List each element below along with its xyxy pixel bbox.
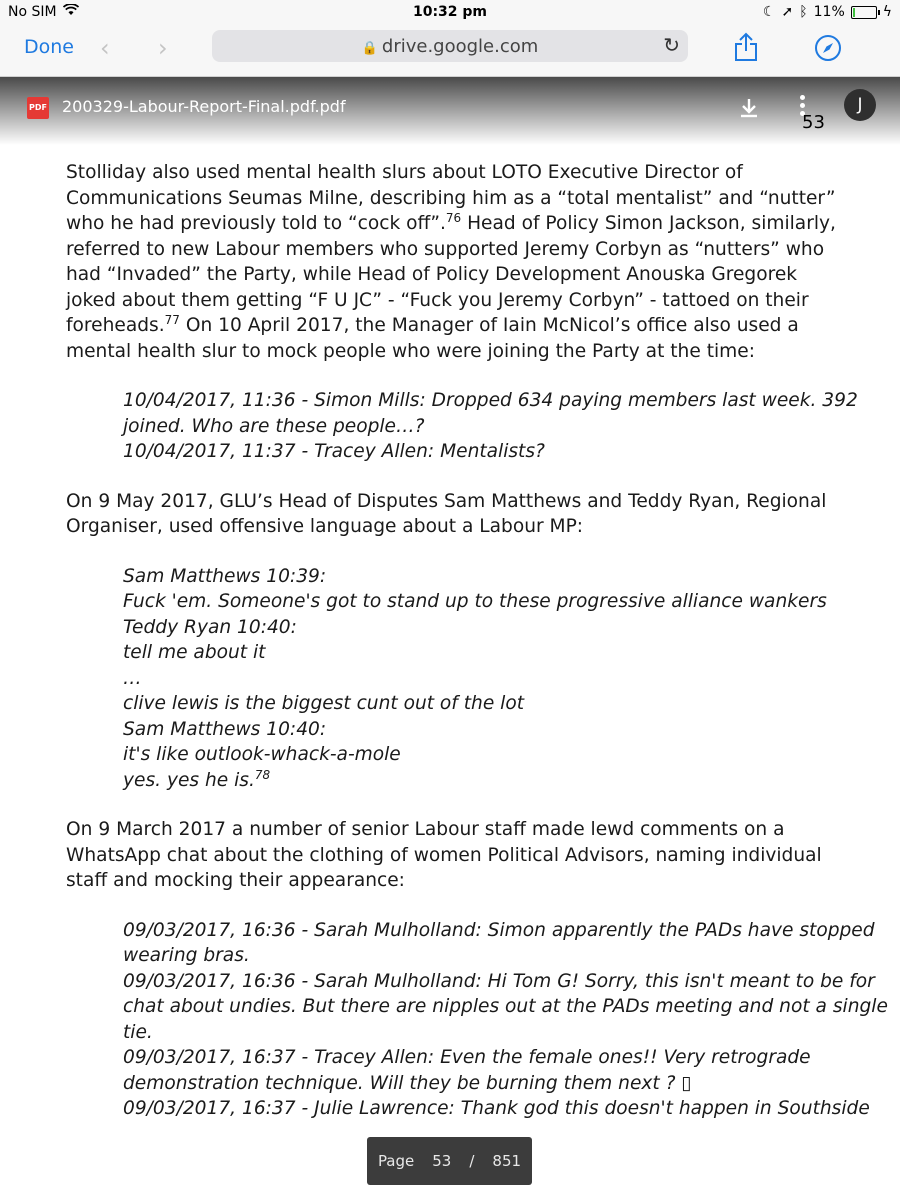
pdf-page-content <box>66 160 888 1146</box>
quote-line: Teddy Ryan 10:40: <box>123 616 297 638</box>
quote-line: joined. Who are these people…? <box>123 415 425 437</box>
quote-line: Sam Matthews 10:39: <box>123 565 327 587</box>
quote-line: wearing bras. <box>123 945 250 966</box>
quote-line: Sam Matthews 10:40: <box>123 718 327 740</box>
total-pages: 851 <box>492 1152 522 1170</box>
file-name: 200329-Labour-Report-Final.pdf.pdf <box>62 97 346 116</box>
paragraph-1-text: Stolliday also used mental health slurs about LOTO Executive Director of Communications Seumas Milne, describing him as a “total mentalist” and “nutter” who he had previously told to “cock off”. <box>66 162 836 234</box>
quote-line: 09/03/2017, 16:36 - Sarah Mulholland: Simon apparently the PADs have stopped <box>123 919 875 941</box>
bluetooth-icon: ᛒ <box>799 4 808 20</box>
quote-line: tell me about it <box>123 642 266 663</box>
carrier-label: No SIM <box>8 4 57 20</box>
paragraph-1-text-3: On 10 April 2017, the Manager of Iain McNicol’s office also used a mental health slur to mock people who were joining the Party at the time: <box>66 315 799 362</box>
quote-line: 09/03/2017, 16:36 - Sarah Mulholland: Hi Tom G! Sorry, this isn't meant to be for <box>123 970 875 992</box>
account-avatar[interactable]: J <box>844 89 876 121</box>
paragraph-1-text-2: Head of Policy Simon Jackson, similarly, referred to new Labour members who supported Jeremy Corbyn as “nutters” who had “Invaded” the Party, while Head of Policy Development Anouska Gregorek joked about them getting “F U JC” - “Fuck you Jeremy Corbyn” - tattoed on their foreheads. <box>66 213 836 336</box>
url-bar[interactable] <box>212 30 688 62</box>
quote-line-last <box>123 768 846 794</box>
footnote-76: 76 <box>445 210 462 225</box>
status-right <box>763 4 892 20</box>
current-page: 53 <box>432 1152 452 1170</box>
footnote-78: 78 <box>254 767 271 782</box>
reload-icon[interactable]: ↻ <box>663 33 680 57</box>
quote-line: Fuck 'em. Someone's got to stand up to these progressive alliance wankers <box>123 591 827 612</box>
quote-line: tie. <box>123 1021 153 1043</box>
quote-line: clive lewis is the biggest cunt out of the lot <box>123 693 525 714</box>
location-arrow-icon: ➚ <box>781 4 794 20</box>
moon-icon: ☾ <box>762 4 776 20</box>
done-button[interactable]: Done <box>24 36 74 58</box>
quote-line-last-text: yes. yes he is. <box>123 769 255 791</box>
pdf-viewer-header <box>0 77 900 145</box>
quote-line: 09/03/2017, 16:37 - Julie Lawrence: Thank god this doesn't happen in Southside <box>123 1098 870 1119</box>
battery-icon <box>851 6 877 19</box>
footnote-77: 77 <box>164 312 180 327</box>
browser-toolbar <box>0 26 900 77</box>
page-indicator <box>367 1137 532 1185</box>
paragraph-3: On 9 March 2017 a number of senior Labour staff made lewd comments on a WhatsApp chat about the clothing of women Political Advisors, naming individual staff and mocking their appearance: <box>66 819 822 891</box>
url-display <box>212 36 688 57</box>
download-icon[interactable] <box>738 97 760 123</box>
paragraph-1 <box>66 160 846 364</box>
quote-line: it's like outlook-whack-a-mole <box>123 744 401 765</box>
paragraph-2: On 9 May 2017, GLU’s Head of Disputes Sam Matthews and Teddy Ryan, Regional Organiser, used offensive language about a Labour MP: <box>66 490 827 537</box>
quote-line: demonstration technique. Will they be burning them next ? ▯ <box>123 1072 692 1094</box>
charging-icon: ϟ <box>882 4 892 20</box>
url-text: drive.google.com <box>381 36 539 57</box>
quote-line: 10/04/2017, 11:37 - Tracey Allen: Mentalists? <box>123 441 545 462</box>
lock-icon: 🔒 <box>361 41 378 56</box>
page-number-top: 53 <box>802 112 825 133</box>
status-bar <box>0 0 900 26</box>
pdf-file-icon: PDF <box>27 97 49 119</box>
quote-line: … <box>123 667 142 689</box>
back-arrow-icon[interactable]: ‹ <box>100 34 110 62</box>
quote-block-3 <box>123 918 888 1122</box>
quote-block-2 <box>123 564 846 794</box>
battery-percent: 11% <box>813 4 845 20</box>
page-separator: / <box>469 1152 475 1170</box>
quote-line: chat about undies. But there are nipples out at the PADs meeting and not a single <box>123 996 888 1017</box>
battery-level <box>853 8 855 17</box>
page-label: Page <box>377 1152 415 1170</box>
clock: 10:32 pm <box>412 4 488 20</box>
quote-line: 09/03/2017, 16:37 - Tracey Allen: Even the female ones!! Very retrograde <box>123 1047 811 1068</box>
quote-line: 10/04/2017, 11:36 - Simon Mills: Dropped 634 paying members last week. 392 <box>123 390 858 411</box>
compass-icon[interactable] <box>814 34 842 66</box>
quote-block-1 <box>123 388 858 465</box>
share-icon[interactable] <box>734 32 758 66</box>
forward-arrow-icon[interactable]: › <box>158 34 168 62</box>
